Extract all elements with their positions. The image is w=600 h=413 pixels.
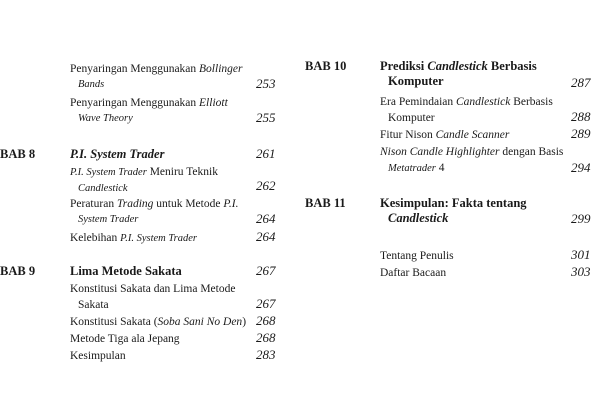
chapter-number-10: BAB 10 (305, 59, 347, 73)
chapter-title-text: Kesimpulan: Fakta tentang (380, 196, 527, 210)
entry-text-italic: Metatrader (388, 163, 436, 174)
page-number: 288 (571, 109, 591, 124)
chapter-title-11[interactable] (380, 196, 527, 226)
chapter-title-line2: Candlestick (388, 211, 449, 225)
chapter-title-10[interactable] (380, 59, 537, 89)
entry-text: Penyaringan Menggunakan (70, 97, 200, 109)
entry-text-italic: P.I. System Trader (120, 233, 197, 244)
entry-text-line2: Sakata (78, 299, 109, 311)
toc-entry-peraturan-trading[interactable] (70, 196, 238, 228)
entry-text: Meniru Teknik (146, 166, 218, 178)
entry-text-italic: P.I. (223, 198, 239, 210)
page-number: 262 (256, 178, 276, 193)
entry-text-italic: P.I. System Trader (70, 167, 147, 178)
chapter-page-9: 267 (256, 263, 276, 278)
entry-text: Tentang Penulis (380, 250, 454, 262)
chapter-number-8: BAB 8 (0, 147, 36, 161)
entry-text: Metode Tiga ala Jepang (70, 333, 180, 345)
chapter-title-8[interactable]: P.I. System Trader (70, 147, 165, 161)
page-number: 303 (571, 264, 591, 279)
entry-text-italic: Candlestick (456, 96, 511, 108)
toc-entry-tentang-penulis[interactable] (380, 248, 454, 264)
page-number: 283 (256, 347, 276, 362)
chapter-page-10: 287 (571, 75, 591, 90)
entry-text-italic: Trading (116, 198, 154, 210)
entry-text-italic: Candle Scanner (435, 129, 510, 141)
chapter-title-text: Berbasis (487, 59, 537, 73)
entry-text-line2: Candlestick (78, 183, 128, 194)
entry-text: Peraturan (70, 198, 117, 210)
toc-entry-metode-tiga[interactable] (70, 331, 180, 347)
page-number: 264 (256, 211, 276, 226)
toc-entry-era-pemindaian[interactable] (380, 94, 553, 126)
chapter-title-9[interactable]: Lima Metode Sakata (70, 264, 182, 278)
chapter-number-9: BAB 9 (0, 264, 36, 278)
page-number: 253 (256, 76, 276, 91)
entry-text: Konstitusi Sakata ( (70, 316, 158, 328)
entry-text: Penyaringan Menggunakan (70, 63, 200, 75)
toc-entry-meniru-teknik[interactable] (70, 164, 218, 197)
entry-text-italic: Nison Candle Highlighter (380, 146, 500, 158)
entry-text: ) (242, 316, 247, 328)
toc-entry-bollinger[interactable] (70, 61, 242, 93)
entry-text: Daftar Bacaan (380, 267, 447, 279)
toc-entry-kesimpulan[interactable] (70, 348, 126, 364)
chapter-page-8: 261 (256, 146, 276, 161)
chapter-number-11: BAB 11 (305, 196, 346, 210)
entry-text-line2: Bands (78, 79, 105, 90)
chapter-title-italic: Candlestick (427, 59, 488, 73)
entry-text-italic: Soba Sani No Den (157, 316, 243, 328)
entry-text: Kesimpulan (70, 350, 126, 362)
toc-entry-candle-highlighter[interactable] (380, 144, 563, 177)
entry-text-italic: Elliott (199, 97, 228, 109)
toc-entry-candle-scanner[interactable] (380, 127, 509, 143)
toc-entry-kelebihan[interactable] (70, 230, 197, 247)
page-number: 289 (571, 126, 591, 141)
entry-text-line2: Wave Theory (78, 113, 133, 124)
entry-text: Era Pemindaian (380, 96, 457, 108)
chapter-title-text: Prediksi (380, 59, 428, 73)
entry-text: untuk Metode (153, 198, 224, 210)
page-number: 267 (256, 296, 276, 311)
chapter-page-11: 299 (571, 211, 591, 226)
toc-entry-konstitusi-soba[interactable] (70, 314, 246, 330)
entry-text-line2: System Trader (78, 214, 139, 225)
entry-text-line2: Komputer (388, 112, 435, 124)
toc-entry-daftar-bacaan[interactable] (380, 265, 446, 281)
page-number: 264 (256, 229, 276, 244)
entry-text: 4 (435, 162, 445, 174)
entry-text: Fitur Nison (380, 129, 436, 141)
entry-text: Kelebihan (70, 232, 121, 244)
entry-text: Berbasis (510, 96, 553, 108)
page-number: 268 (256, 330, 276, 345)
toc-entry-elliott[interactable] (70, 95, 228, 127)
entry-text-italic: Bollinger (199, 63, 243, 75)
entry-text: Konstitusi Sakata dan Lima Metode (70, 283, 236, 295)
page-number: 301 (571, 247, 591, 262)
page-number: 268 (256, 313, 276, 328)
chapter-title-line2: Komputer (388, 74, 444, 88)
toc-entry-konstitusi-lima[interactable] (70, 281, 235, 313)
page-number: 255 (256, 110, 276, 125)
entry-text: dengan Basis (499, 146, 564, 158)
page-number: 294 (571, 160, 591, 175)
